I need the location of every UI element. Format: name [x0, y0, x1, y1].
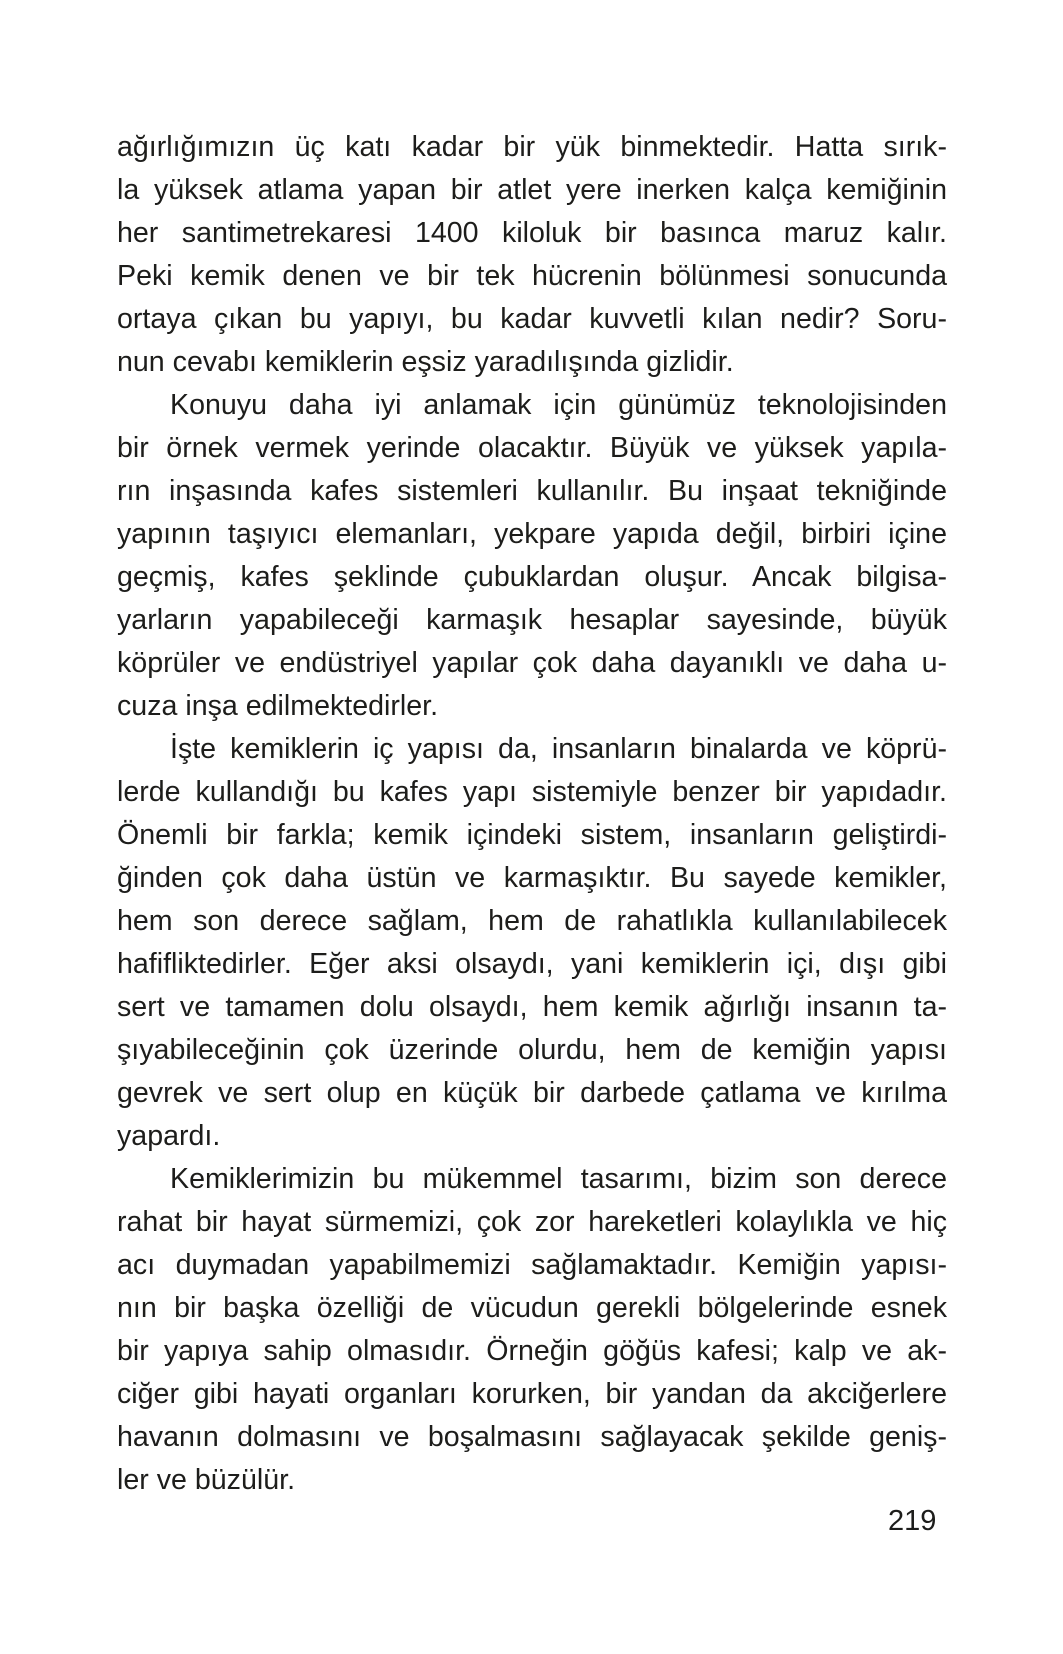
text-line: gevrek ve sert olup en küçük bir darbede çatlama ve kırılma — [117, 1077, 947, 1109]
text-line: hafifliktedirler. Eğer aksi olsaydı, yani kemiklerin içi, dışı gibi — [117, 948, 947, 980]
text-line: ğinden çok daha üstün ve karmaşıktır. Bu sayede kemikler, — [117, 862, 947, 894]
text-line: rahat bir hayat sürmemizi, çok zor hareketleri kolaylıkla ve hiç — [117, 1206, 947, 1238]
text-line: lerde kullandığı bu kafes yapı sistemiyle benzer bir yapıdadır. — [117, 776, 947, 808]
text-line: ciğer gibi hayati organları korurken, bir yandan da akciğerlere — [117, 1378, 947, 1410]
text-line: bir örnek vermek yerinde olacaktır. Büyük ve yüksek yapıla- — [117, 432, 947, 464]
text-line: havanın dolmasını ve boşalmasını sağlayacak şekilde geniş- — [117, 1421, 947, 1453]
text-line: ortaya çıkan bu yapıyı, bu kadar kuvvetli kılan nedir? Soru- — [117, 303, 947, 335]
text-line: geçmiş, kafes şeklinde çubuklardan oluşur. Ancak bilgisa- — [117, 561, 947, 593]
page-number: 219 — [888, 1505, 937, 1537]
text-line: hem son derece sağlam, hem de rahatlıkla kullanılabilecek — [117, 905, 947, 937]
text-line: yarların yapabileceği karmaşık hesaplar sayesinde, büyük — [117, 604, 947, 636]
text-line: Kemiklerimizin bu mükemmel tasarımı, bizim son derece — [170, 1163, 947, 1195]
text-line: yapardı. — [117, 1120, 221, 1152]
text-line: her santimetrekaresi 1400 kiloluk bir basınca maruz kalır. — [117, 217, 947, 249]
text-line: İşte kemiklerin iç yapısı da, insanların binalarda ve köprü- — [170, 733, 947, 765]
text-line: bir yapıya sahip olmasıdır. Örneğin göğüs kafesi; kalp ve ak- — [117, 1335, 947, 1367]
text-line: yapının taşıyıcı elemanları, yekpare yapıda değil, birbiri içine — [117, 518, 947, 550]
text-line: nun cevabı kemiklerin eşsiz yaradılışında gizlidir. — [117, 346, 734, 378]
text-line: şıyabileceğinin çok üzerinde olurdu, hem de kemiğin yapısı — [117, 1034, 947, 1066]
text-line: cuza inşa edilmektedirler. — [117, 690, 439, 722]
text-line: la yüksek atlama yapan bir atlet yere inerken kalça kemiğinin — [117, 174, 947, 206]
text-line: köprüler ve endüstriyel yapılar çok daha dayanıklı ve daha u- — [117, 647, 947, 679]
text-line: Peki kemik denen ve bir tek hücrenin bölünmesi sonucunda — [117, 260, 947, 292]
text-line: rın inşasında kafes sistemleri kullanılır. Bu inşaat tekniğinde — [117, 475, 947, 507]
text-line: acı duymadan yapabilmemizi sağlamaktadır. Kemiğin yapısı- — [117, 1249, 947, 1281]
text-line: Önemli bir farkla; kemik içindeki sistem, insanların geliştirdi- — [117, 819, 947, 851]
text-line: sert ve tamamen dolu olsaydı, hem kemik ağırlığı insanın ta- — [117, 991, 947, 1023]
body-text — [117, 126, 947, 1502]
text-line: nın bir başka özelliği de vücudun gerekli bölgelerinde esnek — [117, 1292, 947, 1324]
text-line: Konuyu daha iyi anlamak için günümüz teknolojisinden — [170, 389, 947, 421]
text-line: ler ve büzülür. — [117, 1464, 296, 1496]
text-line: ağırlığımızın üç katı kadar bir yük binmektedir. Hatta sırık- — [117, 131, 947, 163]
